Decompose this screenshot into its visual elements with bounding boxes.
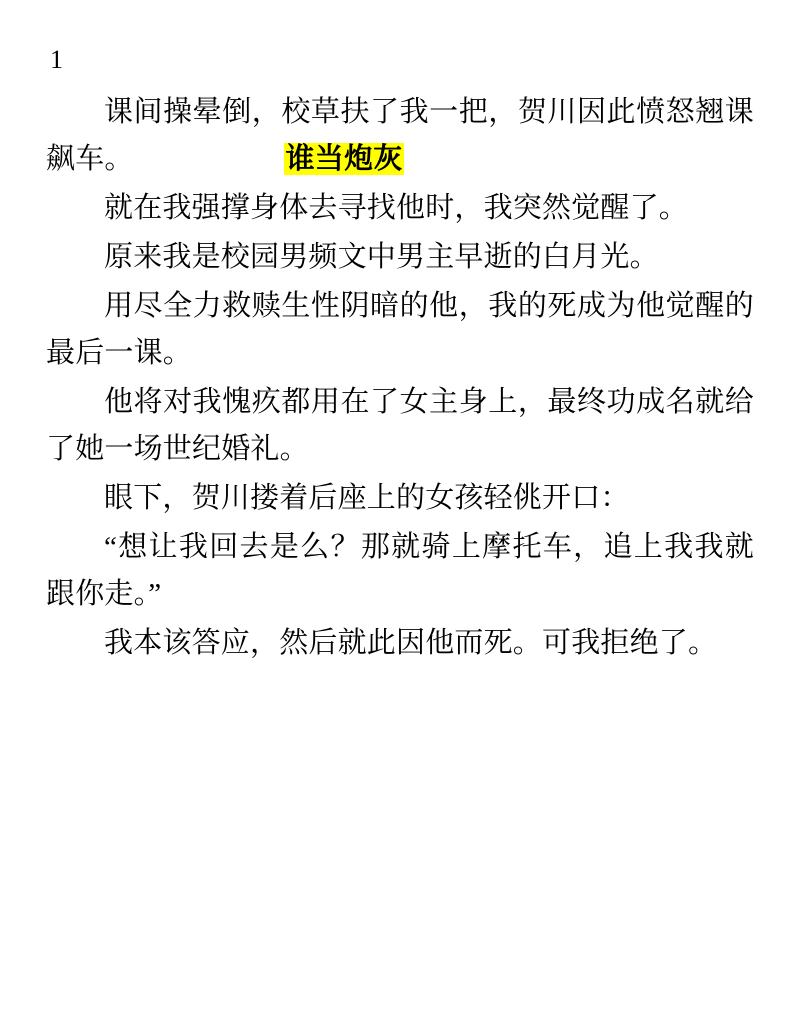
- paragraph-2: 就在我强撑身体去寻找他时，我突然觉醒了。: [104, 192, 689, 225]
- paragraph-1-text: 课间操晕倒，校草扶了我一把，贺川因此愤怒翘课飙车。: [46, 96, 754, 176]
- page-number: 1: [50, 45, 64, 74]
- paragraph-8: 我本该答应，然后就此因他而死。可我拒绝了。: [104, 626, 718, 659]
- paragraph-6: 眼下，贺川搂着后座上的女孩轻佻开口：: [104, 481, 630, 514]
- paragraph-3: 原来我是校园男频文中男主早逝的白月光。: [104, 241, 659, 274]
- paragraph-1: [46, 89, 754, 183]
- paragraph-5: 他将对我愧疚都用在了女主身上，最终功成名就给了她一场世纪婚礼。: [46, 386, 754, 465]
- highlighted-title: 谁当炮灰: [285, 143, 403, 176]
- paragraph-4: 用尽全力救赎生性阴暗的他，我的死成为他觉醒的最后一课。: [46, 290, 754, 370]
- paragraph-7: “想让我回去是么？那就骑上摩托车，追上我我就跟你走。”: [46, 530, 754, 610]
